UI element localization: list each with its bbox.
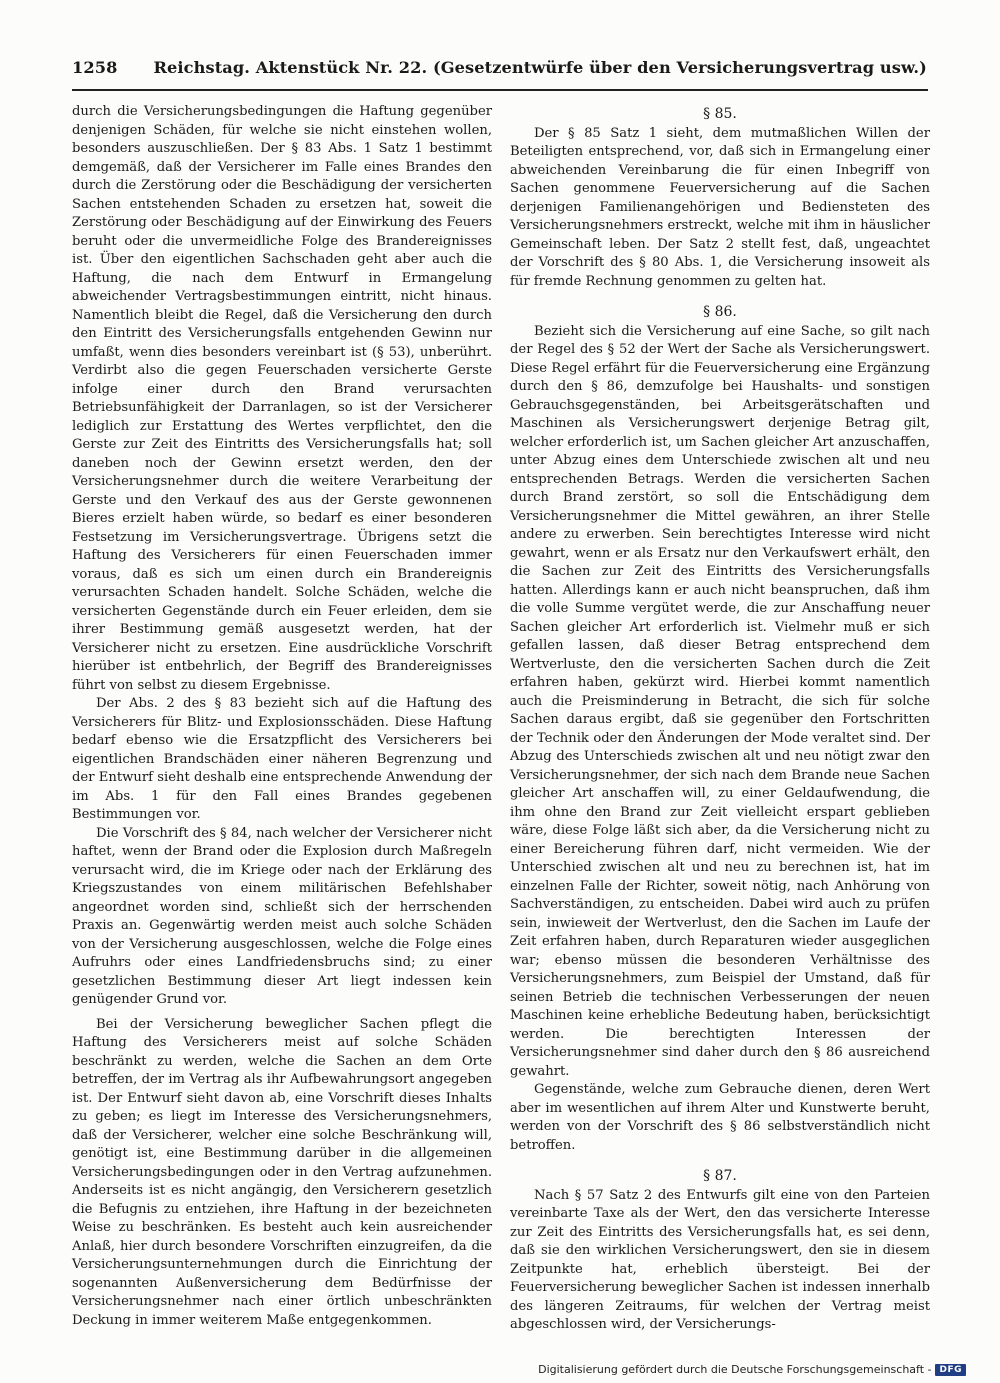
- right-column: [510, 103, 930, 1335]
- footer-text: Digitalisierung gefördert durch die Deutsche Forschungsgemeinschaft -: [538, 1363, 932, 1376]
- section-heading-87: § 87.: [703, 1168, 737, 1184]
- paragraph: durch die Versicherungsbedingungen die Haftung gegenüber denjenigen Schäden, für welche sie nicht einstehen wollen, besonders auszuschließen. Der § 83 Abs. 1 Satz 1 bestimmt demgemäß, daß der Versicherer im Falle eines Brandes den durch die Zerstörung oder die Beschädigung der versicherten Sachen entstehenden Schaden zu ersetzen hat, soweit die Zerstörung oder Beschädigung auf der Einwirkung des Feuers beruht oder die unvermeidliche Folge des Brandereignisses ist. Über den eigentlichen Sachschaden geht aber auch die Haftung, die nach dem Entwurf in Ermangelung abweichender Vertragsbestimmungen eintritt, nicht hinaus. Namentlich bleibt die Regel, daß die Versicherung den durch den Eintritt des Versicherungsfalls entgehenden Gewinn nur umfaßt, wenn dies besonders vereinbart ist (§ 53), unberührt. Verdirbt also die gegen Feuerschaden versicherte Gerste infolge einer durch den Brand verursachten Betriebsunfähigkeit der Darranlagen, so ist der Versicherer lediglich zur Erstattung des Wertes verpflichtet, den die Gerste zur Zeit des Eintritts des Versicherungsfalls hat; soll daneben noch der Gewinn ersetzt werden, den der Versicherungsnehmer durch die weitere Verarbeitung der Gerste und den Verkauf des aus der Gerste gewonnenen Bieres erzielt haben würde, so bedarf es einer besonderen Festsetzung im Versicherungsvertrage. Übrigens setzt die Haftung des Versicherers für einen Feuerschaden immer voraus, daß es sich um einen durch ein Brandereignis verursachten Schaden handelt. Solche Schäden, welche die versicherten Gegenstände durch ein Feuer erleiden, dem sie ihrer Bestimmung gemäß ausgesetzt werden, hat der Versicherer nicht zu ersetzen. Eine ausdrückliche Vorschrift hierüber ist entbehrlich, der Begriff des Brandereignisses führt von selbst zu diesem Ergebnisse.: [72, 104, 492, 693]
- digitization-footer: [538, 1363, 966, 1376]
- paragraph: Der Abs. 2 des § 83 bezieht sich auf die Haftung des Versicherers für Blitz- und Explosionsschäden. Diese Haftung bedarf ebenso wie die Ersatzpflicht des Versicherers bei eigentlichen Brandschäden einer näheren Begrenzung und der Entwurf sieht deshalb eine entsprechende Anwendung der im Abs. 1 für den Fall eines Brandes gegebenen Bestimmungen vor.: [72, 696, 492, 822]
- page-header: [72, 58, 928, 92]
- page-number: 1258: [72, 58, 118, 77]
- dfg-logo: DFG: [935, 1364, 966, 1376]
- paragraph: Gegenstände, welche zum Gebrauche dienen, deren Wert aber im wesentlichen auf ihrem Alter und Kunstwerte beruht, werden von der Vorschrift des § 86 selbstverständlich nicht betroffen.: [510, 1082, 930, 1153]
- paragraph: Der § 85 Satz 1 sieht, dem mutmaßlichen Willen der Beteiligten entsprechend, vor, daß sich in Ermangelung einer abweichenden Vereinbarung die für einen Inbegriff von Sachen genommene Feuerversicherung auf die Sachen derjenigen Familienangehörigen und Bediensteten des Versicherungsnehmers erstreckt, welche mit ihm in häuslicher Gemeinschaft leben. Der Satz 2 stellt fest, daß, ungeachtet der Vorschrift des § 80 Abs. 1, die Versicherung insoweit als für fremde Rechnung genommen zu gelten hat.: [510, 125, 930, 289]
- section-heading-85: § 85.: [703, 106, 737, 122]
- paragraph: Nach § 57 Satz 2 des Entwurfs gilt eine von den Parteien vereinbarte Taxe als der Wert, den das versicherte Interesse zur Zeit des Eintritts des Versicherungsfalls hat, es sei denn, daß sie den wirklichen Versicherungswert, den sie in diesem Zeitpunkte hat, erheblich übersteigt. Bei der Feuerversicherung beweglicher Sachen ist indessen innerhalb des längeren Zeitraums, für welchen der Vertrag meist abgeschlossen wird, der Versicherungs-: [510, 1187, 930, 1332]
- paragraph: Bezieht sich die Versicherung auf eine Sache, so gilt nach der Regel des § 52 der Wert der Sache als Versicherungswert. Diese Regel erfährt für die Feuerversicherung eine Ergänzung durch den § 86, demzufolge bei Haushalts- und sonstigen Gebrauchsgegenständen, bei Arbeitsgerätschaften und Maschinen als Versicherungswert derjenige Betrag gilt, welcher erforderlich ist, um Sachen gleicher Art anzuschaffen, unter Abzug eines dem Unterschiede zwischen alt und neu entsprechenden Betrags. Werden die versicherten Sachen durch Brand zerstört, so soll die Entschädigung dem Versicherungsnehmer die Mittel gewähren, an ihrer Stelle andere zu erwerben. Sein berechtigtes Interesse wird nicht gewahrt, wenn er als Ersatz nur den Verkaufswert erhält, den die Sachen zur Zeit des Eintritts des Versicherungsfalls hatten. Allerdings kann er auch nicht beanspruchen, daß ihm die volle Summe vergütet werde, die zur Anschaffung neuer Sachen gleicher Art erforderlich ist. Vielmehr muß er sich gefallen lassen, daß dieser Betrag entsprechend dem Wertverluste, den die versicherten Sachen durch die Zeit erfahren haben, gekürzt wird. Hierbei kommt namentlich auch die Preisminderung in Betracht, die sich für solche Sachen daraus ergibt, daß sie gegenüber den Fortschritten der Technik oder den Änderungen der Mode veraltet sind. Der Abzug des Unterschieds zwischen alt und neu nötigt zwar den Versicherungsnehmer, der sich nach dem Brande neue Sachen gleicher Art anschaffen will, zu einer Geldaufwendung, die ihm ohne den Brand zur Zeit vielleicht erspart geblieben wäre, diese Folge läßt sich aber, da die Versicherung nicht zu einer Bereicherung führen darf, nicht vermeiden. Wie der Unterschied zwischen alt und neu zu berechnen ist, hat im einzelnen Falle der Richter, soweit nötig, nach Anhörung von Sachverständigen, zu entscheiden. Dabei wird auch zu prüfen sein, inwieweit der Wertverlust, den die Sachen im Laufe der Zeit erfahren haben, durch Reparaturen wieder ausgeglichen war; ebenso müssen die besonderen Verhältnisse des Versicherungsnehmers, zum Beispiel der Umstand, daß für seinen Betrieb die technischen Verbesserungen der neuen Maschinen keine erhebliche Bedeutung haben, berücksichtigt werden. Die berechtigten Interessen der Versicherungsnehmer sind daher durch den § 86 ausreichend gewahrt.: [510, 323, 930, 1079]
- paragraph: Die Vorschrift des § 84, nach welcher der Versicherer nicht haftet, wenn der Brand oder die Explosion durch Maßregeln verursacht wird, die im Kriege oder nach der Erklärung des Kriegszustandes von einem militärischen Befehlshaber angeordnet worden sind, schließt sich der herrschenden Praxis an. Gegenwärtig werden meist auch solche Schäden von der Versicherung ausgeschlossen, welche die Folge eines Aufruhrs oder eines Landfriedensbruchs sind; zu einer gesetzlichen Bestimmung dieser Art liegt indessen kein genügender Grund vor.: [72, 825, 492, 1007]
- header-title: Reichstag. Aktenstück Nr. 22. (Gesetzentwürfe über den Versicherungsvertrag usw.): [153, 58, 927, 77]
- paragraph: Bei der Versicherung beweglicher Sachen pflegt die Haftung des Versicherers meist auf solche Schäden beschränkt zu werden, welche die Sachen an dem Orte betreffen, der im Vertrag als ihr Aufbewahrungsort angegeben ist. Der Entwurf sieht davon ab, eine Vorschrift dieses Inhalts zu geben; es liegt im Interesse des Versicherungsnehmers, daß der Versicherer, welcher eine solche Beschränkung will, genötigt ist, eine Bestimmung darüber in die allgemeinen Versicherungsbedingungen oder in den Vertrag aufzunehmen. Anderseits ist es nicht angängig, den Versicherern gesetzlich die Befugnis zu entziehen, ihre Haftung in der bezeichneten Weise zu beschränken. Es besteht auch kein ausreichender Anlaß, hier durch besondere Vorschriften einzugreifen, da die Versicherungsunternehmungen durch die Einrichtung der sogenannten Außenversicherung dem Bedürfnisse der Versicherungsnehmer nach einer örtlich unbeschränkten Deckung in immer weiterem Maße entgegenkommen.: [72, 1016, 492, 1328]
- section-heading-86: § 86.: [703, 304, 737, 320]
- header-rule: [72, 89, 928, 91]
- left-column: [72, 103, 492, 1330]
